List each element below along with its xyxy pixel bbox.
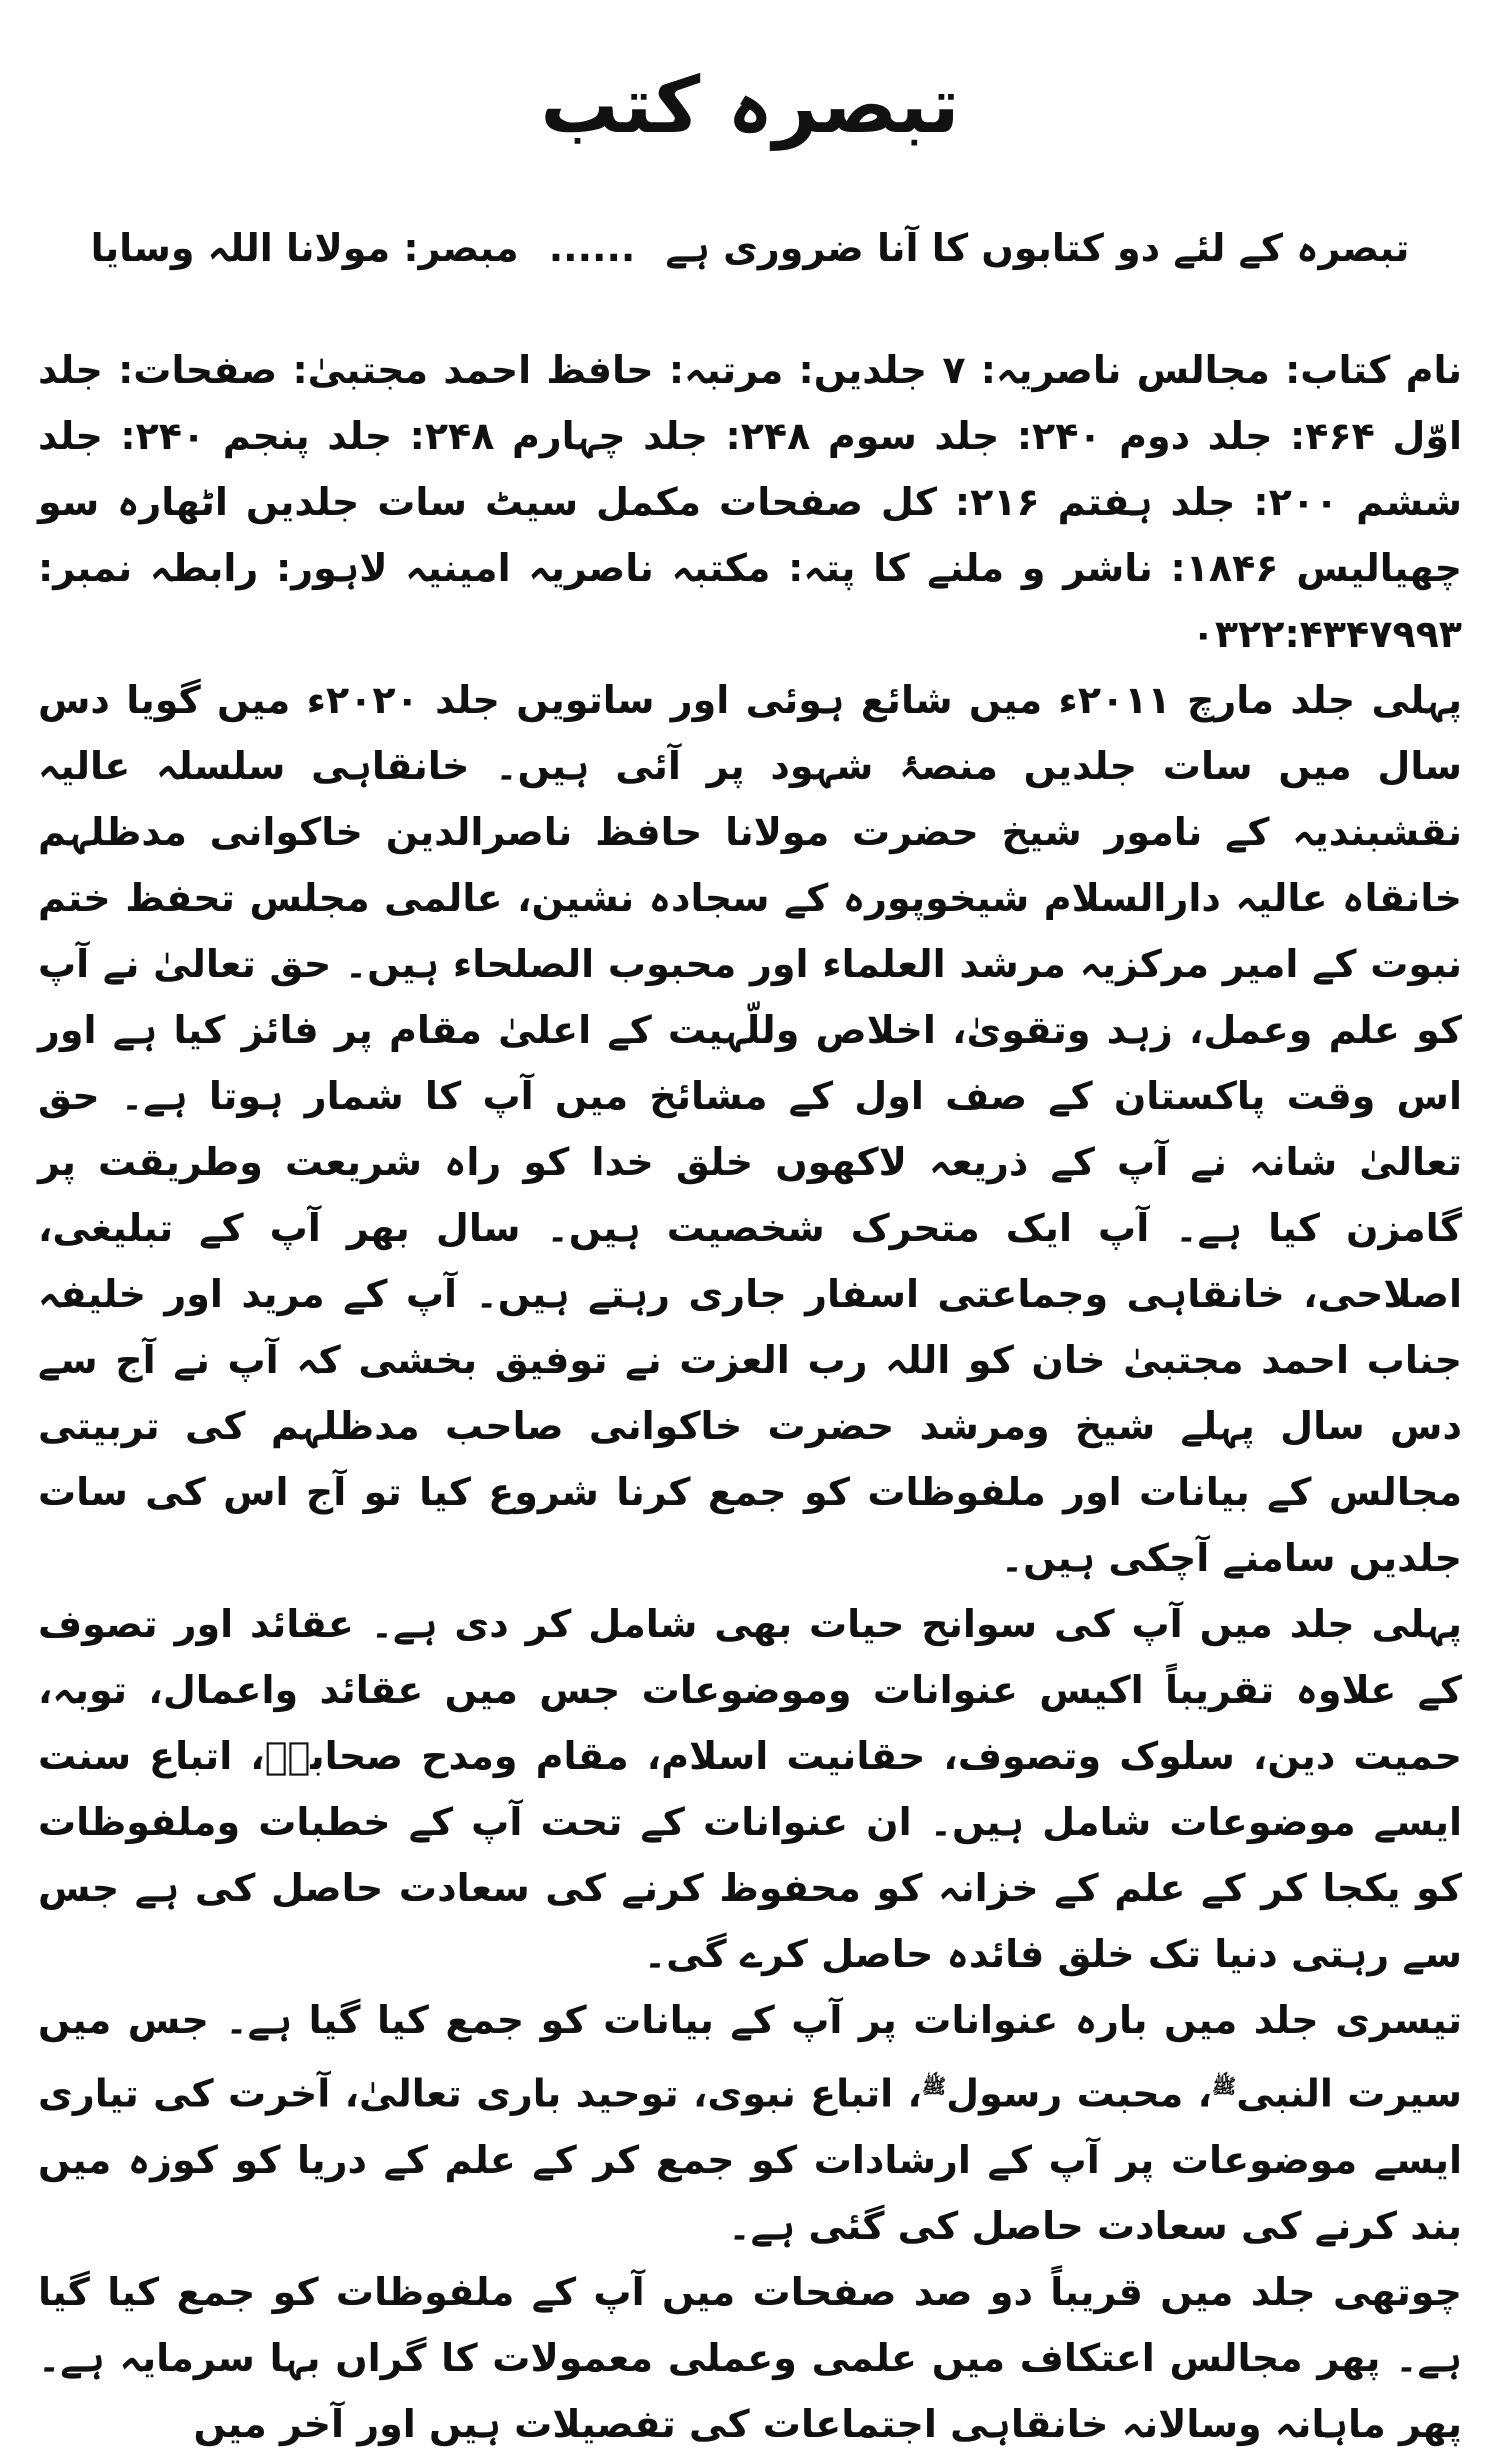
subtitle-line — [38, 224, 1462, 273]
paragraph-3-part-2: ، محبت رسول — [946, 2071, 1213, 2116]
paragraph-3-part-3: ، اتباع نبوی، توحید باری تعالیٰ، آخرت کی تیاری ایسے موضوعات پر آپ کے ارشادات کو جمع کر کے علم کے دریا کو کوزہ میں بند کرنے کی سعادت حاصل کی گئی ہے۔ — [38, 2071, 1462, 2248]
honorific-2: ﷺ — [922, 2073, 947, 2098]
reviewer-credit: مبصر: مولانا اللہ وسایا — [90, 225, 519, 270]
paragraph-3 — [38, 1987, 1462, 2259]
paragraph-3-part-1: تیسری جلد میں بارہ عنوانات پر آپ کے بیانات کو جمع کیا گیا ہے۔ جس میں سیرت النبی — [38, 1997, 1463, 2116]
paragraph-4: چوتھی جلد میں قریباً دو صد صفحات میں آپ کے ملفوظات کو جمع کیا گیا ہے۔ پھر مجالس اعتکاف میں علمی وعملی معمولات کا گراں بہا سرمایہ ہے۔ پھر ماہانہ وسالانہ خانقاہی اجتماعات کی تفصیلات ہیں اور آخر میں — [38, 2269, 1462, 2446]
book-info: نام کتاب: مجالس ناصریہ: ۷ جلدیں: مرتبہ: حافظ احمد مجتبیٰ: صفحات: جلد اوّل ۴۶۴: جلد دوم ۲۴۰: جلد سوم ۲۴۸: جلد چہارم ۲۴۸: جلد پنجم ۲۴۰: جلد ششم ۲۰۰: جلد ہفتم ۲۱۶: کل صفحات مکمل سیٹ سات جلدیں اٹھارہ سو چھیالیس ۱۸۴۶: ناشر و ملنے کا پتہ: مکتبہ ناصریہ امینیہ لاہور: رابطہ نمبر: ۰۳۲۲:۴۳۴۷۹۹۳ — [38, 347, 1463, 656]
paragraph-2: پہلی جلد میں آپ کی سوانح حیات بھی شامل کر دی ہے۔ عقائد اور تصوف کے علاوہ تقریباً اکیس عنوانات وموضوعات جس میں عقائد واعمال، توبہ، حمیت دین، سلوک وتصوف، حقانیت اسلام، مقام ومدح صحابہؓ، اتباع سنت ایسے موضوعات شامل ہیں۔ ان عنوانات کے تحت آپ کے خطبات وملفوظات کو یکجا کر کے علم کے خزانہ کو محفوظ کرنے کی سعادت حاصل کی ہے جس سے رہتی دنیا تک خلق فائدہ حاصل کرے گی۔ — [38, 1601, 1462, 1976]
honorific-1: ﷺ — [1212, 2073, 1237, 2098]
page-title: تبصرہ کتب — [540, 61, 960, 151]
subtitle-note: تبصرہ کے لئے دو کتابوں کا آنا ضروری ہے — [665, 225, 1410, 270]
subtitle-separator: ...... — [548, 225, 636, 270]
paragraph-1: پہلی جلد مارچ ۲۰۱۱ء میں شائع ہوئی اور ساتویں جلد ۲۰۲۰ء میں گویا دس سال میں سات جلدیں منصۂ شہود پر آئی ہیں۔ خانقاہی سلسلہ عالیہ نقشبندیہ کے نامور شیخ حضرت مولانا حافظ ناصرالدین خاکوانی مدظلہم خانقاہ عالیہ دارالسلام شیخوپورہ کے سجادہ نشین، عالمی مجلس تحفظ ختم نبوت کے امیر مرکزیہ مرشد العلماء اور محبوب الصلحاء ہیں۔ حق تعالیٰ نے آپ کو علم وعمل، زہد وتقویٰ، اخلاص وللّہیت کے اعلیٰ مقام پر فائز کیا ہے اور اس وقت پاکستان کے صف اول کے مشائخ میں آپ کا شمار ہوتا ہے۔ حق تعالیٰ شانہ نے آپ کے ذریعہ لاکھوں خلق خدا کو راہ شریعت وطریقت پر گامزن کیا ہے۔ آپ ایک متحرک شخصیت ہیں۔ سال بھر آپ کے تبلیغی، اصلاحی، خانقاہی وجماعتی اسفار جاری رہتے ہیں۔ آپ کے مرید اور خلیفہ جناب احمد مجتبیٰ خان کو اللہ رب العزت نے توفیق بخشی کہ آپ نے آج سے دس سال پہلے شیخ ومرشد حضرت خاکوانی صاحب مدظلہم کی تربیتی مجالس کے بیانات اور ملفوظات کو جمع کرنا شروع کیا تو آج اس کی سات جلدیں سامنے آچکی ہیں۔ — [38, 677, 1462, 1580]
